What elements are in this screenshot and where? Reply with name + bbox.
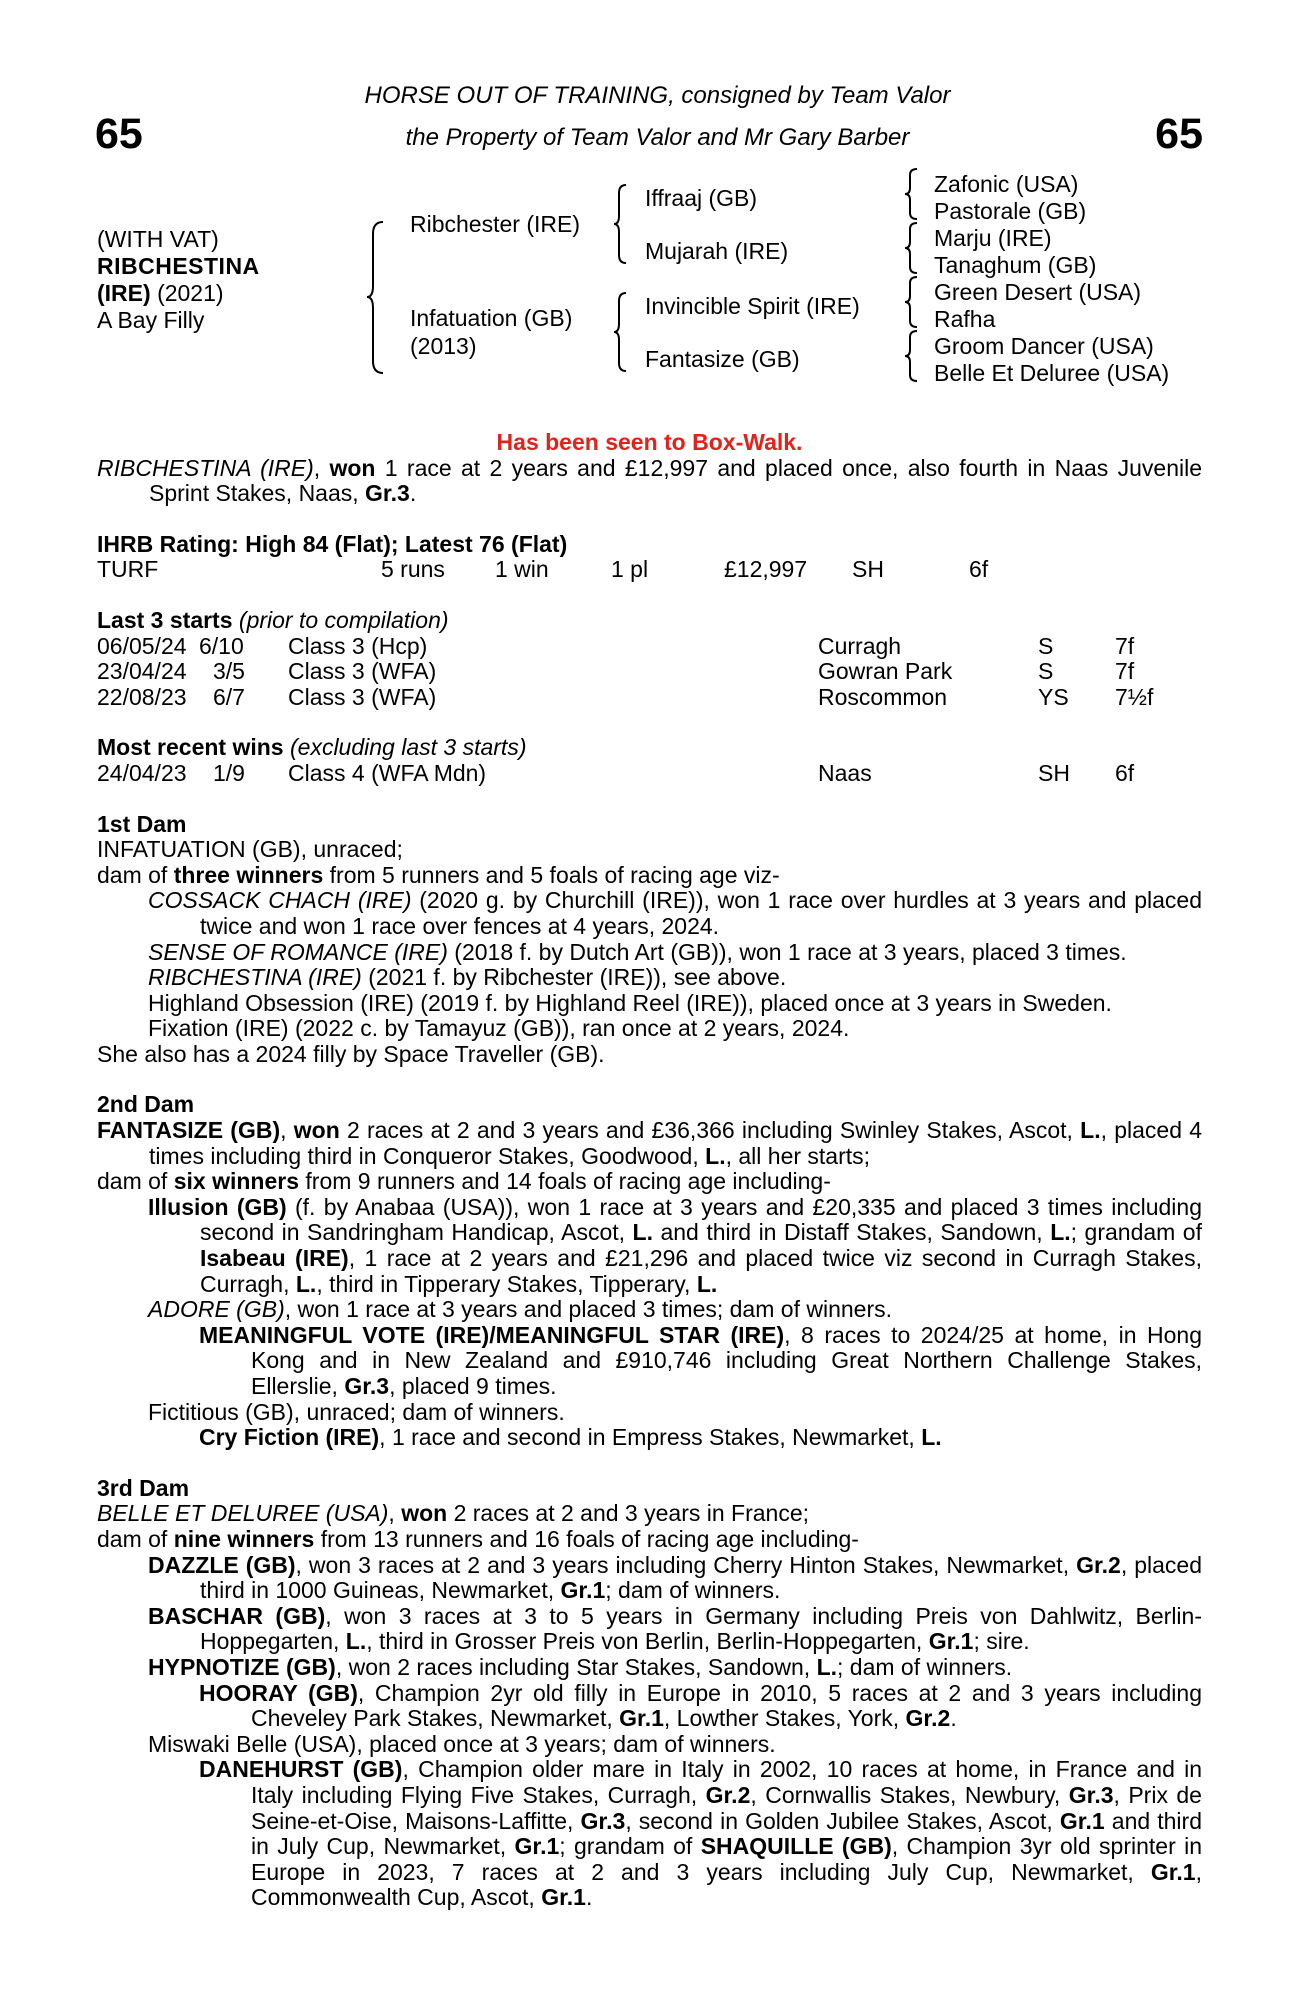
- pedigree-brace-dam: [612, 291, 632, 373]
- progeny-entry: Highland Obsession (IRE) (2019 f. by Highland Reel (IRE)), placed once at 3 years in Sweden.: [148, 989, 1112, 1016]
- pedigree-brace-3c: [903, 275, 923, 329]
- pedigree-gen2: Invincible Spirit (IRE): [645, 293, 860, 319]
- box-walk-notice: Has been seen to Box-Walk.: [496, 429, 803, 455]
- last-starts-title: Last 3 starts (prior to compilation): [97, 606, 449, 633]
- catalogue-body: [97, 430, 1202, 1911]
- recent-wins-title: Most recent wins (excluding last 3 starts): [97, 734, 527, 761]
- pedigree-gen2: Fantasize (GB): [645, 346, 800, 372]
- progeny-entry: ADORE (GB), won 1 race at 3 years and placed 3 times; dam of winners.: [148, 1296, 892, 1323]
- consignment-line: HORSE OUT OF TRAINING, consigned by Team Valor: [364, 82, 951, 109]
- pedigree-brace-gen1: [365, 220, 389, 375]
- progeny-entry: DAZZLE (GB), won 3 races at 2 and 3 years including Cherry Hinton Stakes, Newmarket, Gr.2, placed third in 1000 Guineas, Newmarket, Gr.1; dam of winners.: [148, 1551, 1203, 1604]
- horse-origin-year: (IRE) (2021): [97, 280, 224, 306]
- second-dam-title: 2nd Dam: [97, 1091, 195, 1118]
- first-dam-produce: dam of three winners from 5 runners and 5 foals of racing age viz-: [97, 861, 780, 888]
- progeny-entry: Miswaki Belle (USA), placed once at 3 years; dam of winners.: [148, 1730, 776, 1757]
- first-dam-note: She also has a 2024 filly by Space Traveller (GB).: [97, 1040, 605, 1067]
- third-dam-record: BELLE ET DELUREE (USA), won 2 races at 2 and 3 years in France;: [97, 1500, 810, 1527]
- pedigree-gen3: Tanaghum (GB): [934, 252, 1097, 278]
- lot-number-left: 65: [95, 110, 143, 158]
- pedigree-gen3: Pastorale (GB): [934, 198, 1087, 224]
- progeny-entry: Illusion (GB) (f. by Anabaa (USA)), won 1 race at 3 years and £20,335 and placed 3 times including second in Sandringham Handicap, Ascot, L. and third in Distaff Stakes, Sandown, L.; grandam of Isabeau (IRE), 1 race at 2 years and £21,296 and placed twice viz second in Curragh Stakes, Curragh, L., third in Tipperary Stakes, Tipperary, L.: [148, 1193, 1203, 1297]
- pedigree-sire: Ribchester (IRE): [410, 211, 580, 237]
- first-dam-title: 1st Dam: [97, 810, 187, 837]
- rating-title: IHRB Rating: High 84 (Flat); Latest 76 (Flat): [97, 530, 568, 557]
- progeny-entry: Fixation (IRE) (2022 c. by Tamayuz (GB)), ran once at 2 years, 2024.: [148, 1015, 850, 1042]
- pedigree-dam: Infatuation (GB): [410, 305, 573, 331]
- rating-summary-row: TURF 5 runs 1 win 1 pl £12,997 SH 6f: [97, 556, 989, 583]
- pedigree-gen2: Iffraaj (GB): [645, 185, 758, 211]
- horse-description: A Bay Filly: [97, 307, 205, 333]
- grand-progeny-entry: MEANINGFUL VOTE (IRE)/MEANINGFUL STAR (IRE), 8 races to 2024/25 at home, in Hong Kong and in New Zealand and £910,746 including Great Northern Challenge Stakes, Ellerslie, Gr.3, placed 9 times.: [199, 1321, 1202, 1399]
- start-row: 06/05/24 6/10 Class 3 (Hcp) Curragh S 7f: [97, 632, 1135, 659]
- lot-number-right: 65: [1155, 110, 1203, 158]
- race-summary: RIBCHESTINA (IRE), won 1 race at 2 years and £12,997 and placed once, also fourth in Naas Juvenile Sprint Stakes, Naas, Gr.3.: [97, 454, 1202, 507]
- second-dam-record: FANTASIZE (GB), won 2 races at 2 and 3 years and £36,366 including Swinley Stakes, Ascot, L., placed 4 times including third in Conqueror Stakes, Goodwood, L., all her starts;: [97, 1117, 1203, 1169]
- pedigree-gen2: Mujarah (IRE): [645, 238, 789, 264]
- pedigree-gen3: Zafonic (USA): [934, 171, 1079, 197]
- grand-progeny-entry: HOORAY (GB), Champion 2yr old filly in Europe in 2010, 5 races at 2 and 3 years including Cheveley Park Stakes, Newmarket, Gr.1, Lowther Stakes, York, Gr.2.: [199, 1679, 1202, 1732]
- pedigree-gen3: Rafha: [934, 306, 996, 332]
- third-dam-produce: dam of nine winners from 13 runners and 16 foals of racing age including-: [97, 1525, 859, 1552]
- pedigree-dam-year: (2013): [410, 333, 477, 359]
- grand-progeny-entry: Cry Fiction (IRE), 1 race and second in Empress Stakes, Newmarket, L.: [199, 1424, 942, 1451]
- start-row: 22/08/23 6/7 Class 3 (WFA) Roscommon YS 7½f: [97, 683, 1154, 710]
- pedigree-gen3: Belle Et Deluree (USA): [934, 360, 1170, 386]
- progeny-entry: Fictitious (GB), unraced; dam of winners.: [148, 1398, 565, 1425]
- first-dam-line: INFATUATION (GB), unraced;: [97, 836, 403, 863]
- pedigree-brace-3d: [903, 329, 923, 383]
- pedigree-gen3: Green Desert (USA): [934, 279, 1142, 305]
- progeny-entry: RIBCHESTINA (IRE) (2021 f. by Ribchester (IRE)), see above.: [148, 964, 787, 991]
- progeny-entry: SENSE OF ROMANCE (IRE) (2018 f. by Dutch Art (GB)), won 1 race at 3 years, placed 3 times.: [148, 938, 1127, 965]
- win-row: 24/04/23 1/9 Class 4 (WFA Mdn) Naas SH 6f: [97, 759, 1135, 786]
- progeny-entry: HYPNOTIZE (GB), won 2 races including Star Stakes, Sandown, L.; dam of winners.: [148, 1653, 1013, 1680]
- pedigree-brace-3a: [903, 167, 923, 221]
- pedigree-brace-sire: [612, 183, 632, 265]
- start-row: 23/04/24 3/5 Class 3 (WFA) Gowran Park S 7f: [97, 658, 1135, 685]
- vat-note: (WITH VAT): [97, 226, 219, 252]
- progeny-entry: BASCHAR (GB), won 3 races at 3 to 5 years in Germany including Preis von Dahlwitz, Berlin-Hoppegarten, L., third in Grosser Preis von Berlin, Berlin-Hoppegarten, Gr.1; sire.: [148, 1602, 1202, 1655]
- progeny-entry: COSSACK CHACH (IRE) (2020 g. by Churchill (IRE)), won 1 race over hurdles at 3 years and placed twice and won 1 race over fences at 4 years, 2024.: [148, 887, 1202, 939]
- property-line: the Property of Team Valor and Mr Gary Barber: [405, 124, 910, 151]
- pedigree-gen3: Marju (IRE): [934, 225, 1052, 251]
- third-dam-title: 3rd Dam: [97, 1474, 190, 1501]
- pedigree-brace-3b: [903, 221, 923, 275]
- grand-progeny-entry: DANEHURST (GB), Champion older mare in Italy in 2002, 10 races at home, in France and in Italy including Flying Five Stakes, Curragh, Gr.2, Cornwallis Stakes, Newbury, Gr.3, Prix de Seine-et-Oise, Maisons-Laffitte, Gr.3, second in Golden Jubilee Stakes, Ascot, Gr.1 and third in July Cup, Newmarket, Gr.1; grandam of SHAQUILLE (GB), Champion 3yr old sprinter in Europe in 2023, 7 races at 2 and 3 years including July Cup, Newmarket, Gr.1, Commonwealth Cup, Ascot, Gr.1.: [199, 1756, 1203, 1911]
- second-dam-produce: dam of six winners from 9 runners and 14 foals of racing age including-: [97, 1168, 831, 1195]
- pedigree-gen3: Groom Dancer (USA): [934, 333, 1154, 359]
- horse-name: RIBCHESTINA: [97, 253, 260, 279]
